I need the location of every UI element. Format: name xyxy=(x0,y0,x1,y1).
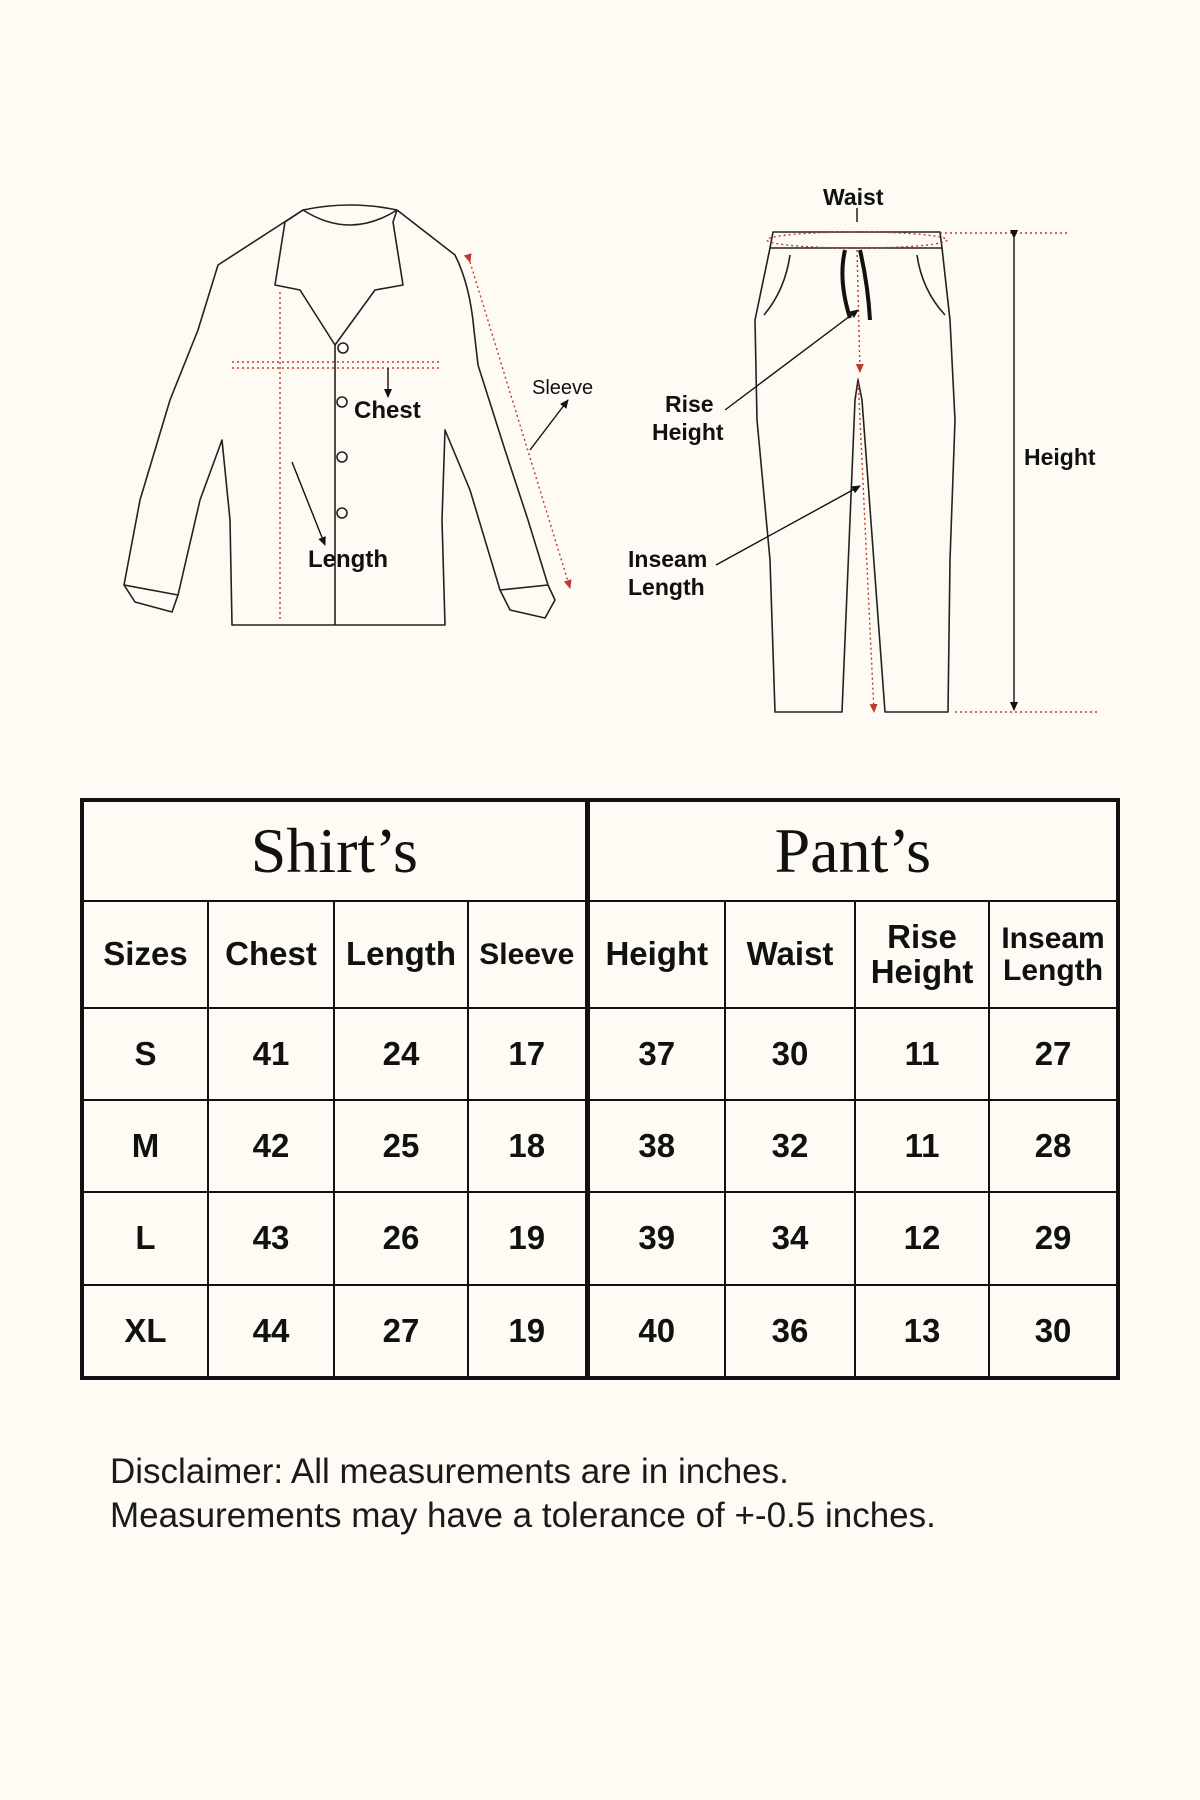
size-cell: S xyxy=(82,1008,208,1100)
col-rise-line1: Rise xyxy=(887,917,957,955)
sleeve-cell: 18 xyxy=(468,1100,587,1192)
col-inseam-line2: Length xyxy=(1003,953,1104,987)
waist-cell: 36 xyxy=(725,1285,855,1378)
col-inseam-length xyxy=(989,901,1118,1007)
chest-cell: 42 xyxy=(208,1100,334,1192)
sleeve-cell: 19 xyxy=(468,1285,587,1378)
inseam-cell: 28 xyxy=(989,1100,1118,1192)
height-cell: 39 xyxy=(587,1192,725,1284)
col-chest: Chest xyxy=(208,901,334,1007)
size-cell: L xyxy=(82,1192,208,1284)
height-cell: 38 xyxy=(587,1100,725,1192)
chest-cell: 41 xyxy=(208,1008,334,1100)
size-cell: XL xyxy=(82,1285,208,1378)
col-waist: Waist xyxy=(725,901,855,1007)
disclaimer xyxy=(110,1450,936,1538)
rise-label-line2: Height xyxy=(652,419,724,445)
inseam-cell: 30 xyxy=(989,1285,1118,1378)
height-cell: 40 xyxy=(587,1285,725,1378)
shirts-header: Shirt’s xyxy=(82,800,587,901)
pants-header: Pant’s xyxy=(587,800,1118,901)
inseam-label-line1: Inseam xyxy=(628,546,708,572)
pants-illustration xyxy=(628,184,1100,712)
table-row xyxy=(82,1008,1118,1100)
chest-cell: 44 xyxy=(208,1285,334,1378)
rise-cell: 13 xyxy=(855,1285,989,1378)
col-height: Height xyxy=(587,901,725,1007)
length-cell: 25 xyxy=(334,1100,468,1192)
disclaimer-line-2: Measurements may have a tolerance of +-0.5 inches. xyxy=(110,1496,936,1535)
shirt-illustration xyxy=(124,205,593,625)
chest-label: Chest xyxy=(354,397,421,424)
table-row xyxy=(82,1285,1118,1378)
rise-cell: 11 xyxy=(855,1008,989,1100)
waist-label: Waist xyxy=(823,184,884,210)
table-row xyxy=(82,1100,1118,1192)
inseam-label-line2: Length xyxy=(628,574,705,600)
col-inseam-line1: Inseam xyxy=(1001,922,1105,956)
rise-cell: 11 xyxy=(855,1100,989,1192)
inseam-cell: 29 xyxy=(989,1192,1118,1284)
height-label: Height xyxy=(1024,444,1096,470)
length-cell: 24 xyxy=(334,1008,468,1100)
table-row xyxy=(82,1192,1118,1284)
inseam-cell: 27 xyxy=(989,1008,1118,1100)
rise-label-line1: Rise xyxy=(665,391,714,417)
sleeve-cell: 17 xyxy=(468,1008,587,1100)
length-label: Length xyxy=(308,546,388,573)
size-chart-table xyxy=(80,798,1120,1380)
column-header-row xyxy=(82,901,1118,1007)
disclaimer-line-1: Disclaimer: All measurements are in inches. xyxy=(110,1452,789,1491)
waist-cell: 32 xyxy=(725,1100,855,1192)
sleeve-cell: 19 xyxy=(468,1192,587,1284)
col-sleeve: Sleeve xyxy=(468,901,587,1007)
height-cell: 37 xyxy=(587,1008,725,1100)
rise-cell: 12 xyxy=(855,1192,989,1284)
col-rise-line2: Height xyxy=(870,952,974,990)
length-cell: 26 xyxy=(334,1192,468,1284)
sleeve-label: Sleeve xyxy=(532,377,594,399)
length-cell: 27 xyxy=(334,1285,468,1378)
waist-cell: 30 xyxy=(725,1008,855,1100)
col-rise-height xyxy=(855,901,989,1007)
col-length: Length xyxy=(334,901,468,1007)
chest-cell: 43 xyxy=(208,1192,334,1284)
measurement-diagram xyxy=(0,0,1200,760)
col-sizes: Sizes xyxy=(82,901,208,1007)
size-cell: M xyxy=(82,1100,208,1192)
waist-cell: 34 xyxy=(725,1192,855,1284)
